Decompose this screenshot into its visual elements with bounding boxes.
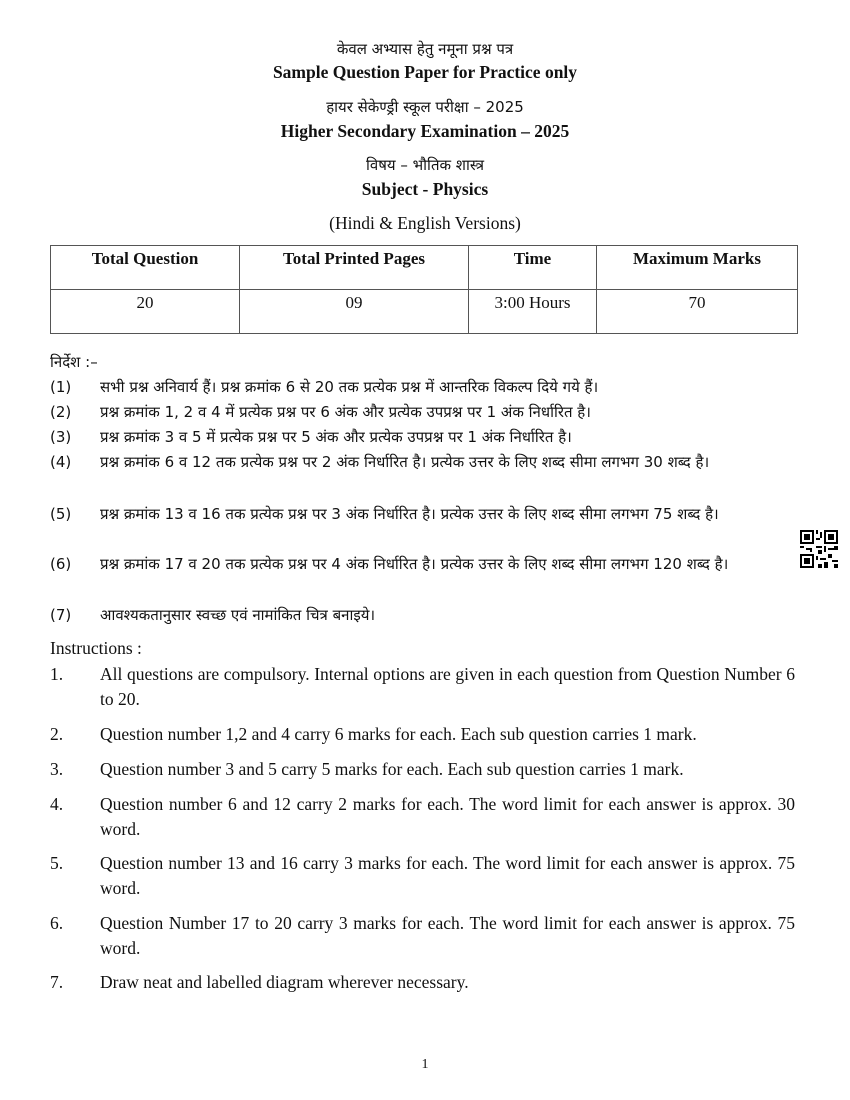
item-text: प्रश्न क्रमांक 1, 2 व 4 में प्रत्येक प्रश्न पर 6 अंक और प्रत्येक उपप्रश्न पर 1 अंक निर्धारित है। (100, 403, 591, 421)
item-number: 7. (50, 972, 64, 992)
item-text: Question number 1,2 and 4 carry 6 marks for each. Each sub question carries 1 mark. (100, 724, 697, 744)
table-value-row (51, 290, 798, 334)
english-instructions-title: Instructions : (50, 638, 142, 658)
header-total-question: Total Question (51, 246, 240, 290)
item-number: 1. (50, 664, 64, 684)
item-number: (4) (50, 453, 72, 471)
item-text: प्रश्न क्रमांक 17 व 20 तक प्रत्येक प्रश्न पर 4 अंक निर्धारित है। प्रत्येक उत्तर के लिए शब्द सीमा लगभग 120 शब्द है। (100, 555, 729, 573)
hindi-instructions-title: निर्देश :– (50, 353, 98, 371)
item-text: प्रश्न क्रमांक 6 व 12 तक प्रत्येक प्रश्न पर 2 अंक निर्धारित है। प्रत्येक उत्तर के लिए शब्द सीमा लगभग 30 शब्द है। (100, 453, 710, 471)
hindi-title: केवल अभ्यास हेतु नमूना प्रश्न पत्र (336, 40, 514, 58)
exam-info-table (50, 245, 798, 334)
item-number: 4. (50, 794, 64, 814)
qr-code (800, 530, 838, 568)
item-text: प्रश्न क्रमांक 3 व 5 में प्रत्येक प्रश्न पर 5 अंक और प्रत्येक उपप्रश्न पर 1 अंक निर्धारित है। (100, 428, 572, 446)
english-title: Sample Question Paper for Practice only (272, 62, 578, 82)
header-maximum-marks: Maximum Marks (597, 246, 798, 290)
item-text: Question Number 17 to 20 carry 3 marks for each. The word limit for each answer is approx. 75 word. (100, 913, 795, 958)
item-number: 2. (50, 724, 64, 744)
value-total-question: 20 (51, 290, 240, 334)
item-text: Draw neat and labelled diagram wherever necessary. (100, 972, 469, 992)
english-subject: Subject - Physics (361, 179, 489, 199)
item-number: (7) (50, 606, 72, 624)
item-number: 3. (50, 759, 64, 779)
item-text: आवश्यकतानुसार स्वच्छ एवं नामांकित चित्र बनाइये। (100, 606, 376, 624)
item-number: (1) (50, 378, 72, 396)
page-number: 1 (421, 1057, 429, 1072)
header-total-pages: Total Printed Pages (240, 246, 469, 290)
item-number: (2) (50, 403, 72, 421)
item-text: Question number 3 and 5 carry 5 marks for each. Each sub question carries 1 mark. (100, 759, 684, 779)
item-number: (3) (50, 428, 72, 446)
value-maximum-marks: 70 (597, 290, 798, 334)
item-text: All questions are compulsory. Internal options are given in each question from Question Number 6 to 20. (100, 664, 795, 709)
item-text: सभी प्रश्न अनिवार्य हैं। प्रश्न क्रमांक 6 से 20 तक प्रत्येक प्रश्न में आन्तरिक विकल्प दिये गये हैं। (100, 378, 599, 396)
item-number: 6. (50, 913, 64, 933)
hindi-subject: विषय – भौतिक शास्त्र (366, 156, 484, 174)
item-number: (6) (50, 555, 72, 573)
header-time: Time (469, 246, 597, 290)
item-text: प्रश्न क्रमांक 13 व 16 तक प्रत्येक प्रश्न पर 3 अंक निर्धारित है। प्रत्येक उत्तर के लिए शब्द सीमा लगभग 75 शब्द है। (100, 505, 719, 523)
item-text: Question number 6 and 12 carry 2 marks for each. The word limit for each answer is approx. 30 word. (100, 794, 795, 839)
item-number: 5. (50, 853, 64, 873)
value-total-pages: 09 (240, 290, 469, 334)
value-time: 3:00 Hours (469, 290, 597, 334)
item-text: Question number 13 and 16 carry 3 marks for each. The word limit for each answer is approx. 75 word. (100, 853, 795, 898)
versions-note: (Hindi & English Versions) (329, 213, 521, 233)
item-number: (5) (50, 505, 72, 523)
hindi-exam-name: हायर सेकेण्ड्री स्कूल परीक्षा – 2025 (326, 98, 524, 116)
table-header-row (51, 246, 798, 290)
english-exam-name: Higher Secondary Examination – 2025 (280, 121, 570, 141)
